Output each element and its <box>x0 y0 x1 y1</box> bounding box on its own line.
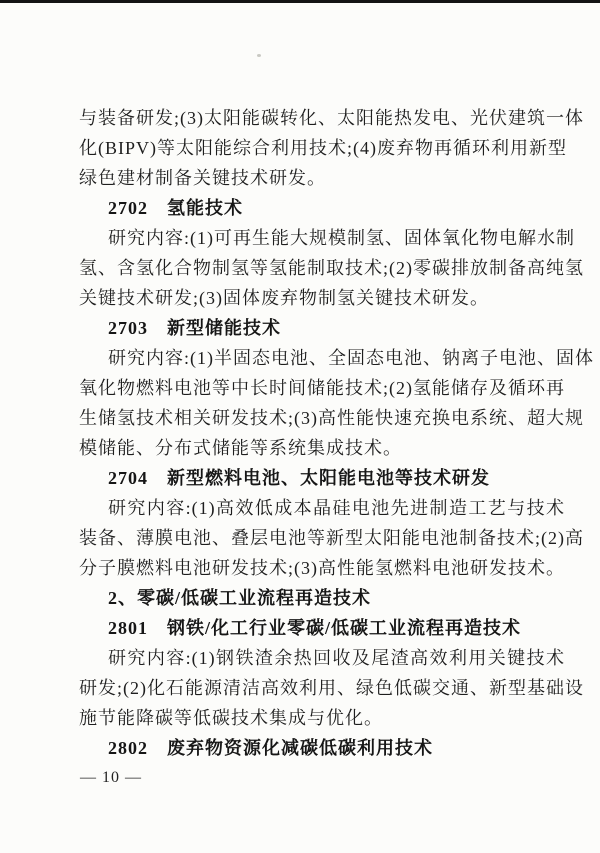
text-line: 装备、薄膜电池、叠层电池等新型太阳能电池制备技术;(2)高 <box>79 528 584 548</box>
text-line: 绿色建材制备关键技术研发。 <box>79 168 326 188</box>
page-number: — 10 — <box>80 769 142 786</box>
scan-artifact <box>257 54 261 57</box>
text-line: 化(BIPV)等太阳能综合利用技术;(4)废弃物再循环利用新型 <box>79 138 567 158</box>
text-line: 氧化物燃料电池等中长时间储能技术;(2)氢能储存及循环再 <box>79 378 565 398</box>
text-line: 研发;(2)化石能源清洁高效利用、绿色低碳交通、新型基础设 <box>79 678 584 698</box>
text-line: 与装备研发;(3)太阳能碳转化、太阳能热发电、光伏建筑一体 <box>79 108 584 128</box>
text-line: 施节能降碳等低碳技术集成与优化。 <box>79 708 383 728</box>
section-heading: 2702 氢能技术 <box>108 198 243 218</box>
text-line: 研究内容:(1)半固态电池、全固态电池、钠离子电池、固体 <box>108 348 594 368</box>
scan-edge-top <box>0 0 600 3</box>
section-heading: 2703 新型储能技术 <box>108 318 281 338</box>
section-heading: 2801 钢铁/化工行业零碳/低碳工业流程再造技术 <box>108 618 521 638</box>
section-heading: 2802 废弃物资源化减碳低碳利用技术 <box>108 738 433 758</box>
section-heading: 2、零碳/低碳工业流程再造技术 <box>108 588 371 608</box>
text-line: 生储氢技术相关研发技术;(3)高性能快速充换电系统、超大规 <box>79 408 584 428</box>
text-line: 研究内容:(1)高效低成本晶硅电池先进制造工艺与技术 <box>108 498 565 518</box>
section-heading: 2704 新型燃料电池、太阳能电池等技术研发 <box>108 468 490 488</box>
text-line: 关键技术研发;(3)固体废弃物制氢关键技术研发。 <box>79 288 489 308</box>
text-line: 模储能、分布式储能等系统集成技术。 <box>79 438 402 458</box>
document-text <box>79 103 594 763</box>
text-line: 研究内容:(1)可再生能大规模制氢、固体氧化物电解水制 <box>108 228 575 248</box>
text-line: 分子膜燃料电池研发技术;(3)高性能氢燃料电池研发技术。 <box>79 558 565 578</box>
text-line: 氢、含氢化合物制氢等氢能制取技术;(2)零碳排放制备高纯氢 <box>79 258 584 278</box>
text-line: 研究内容:(1)钢铁渣余热回收及尾渣高效利用关键技术 <box>108 648 565 668</box>
